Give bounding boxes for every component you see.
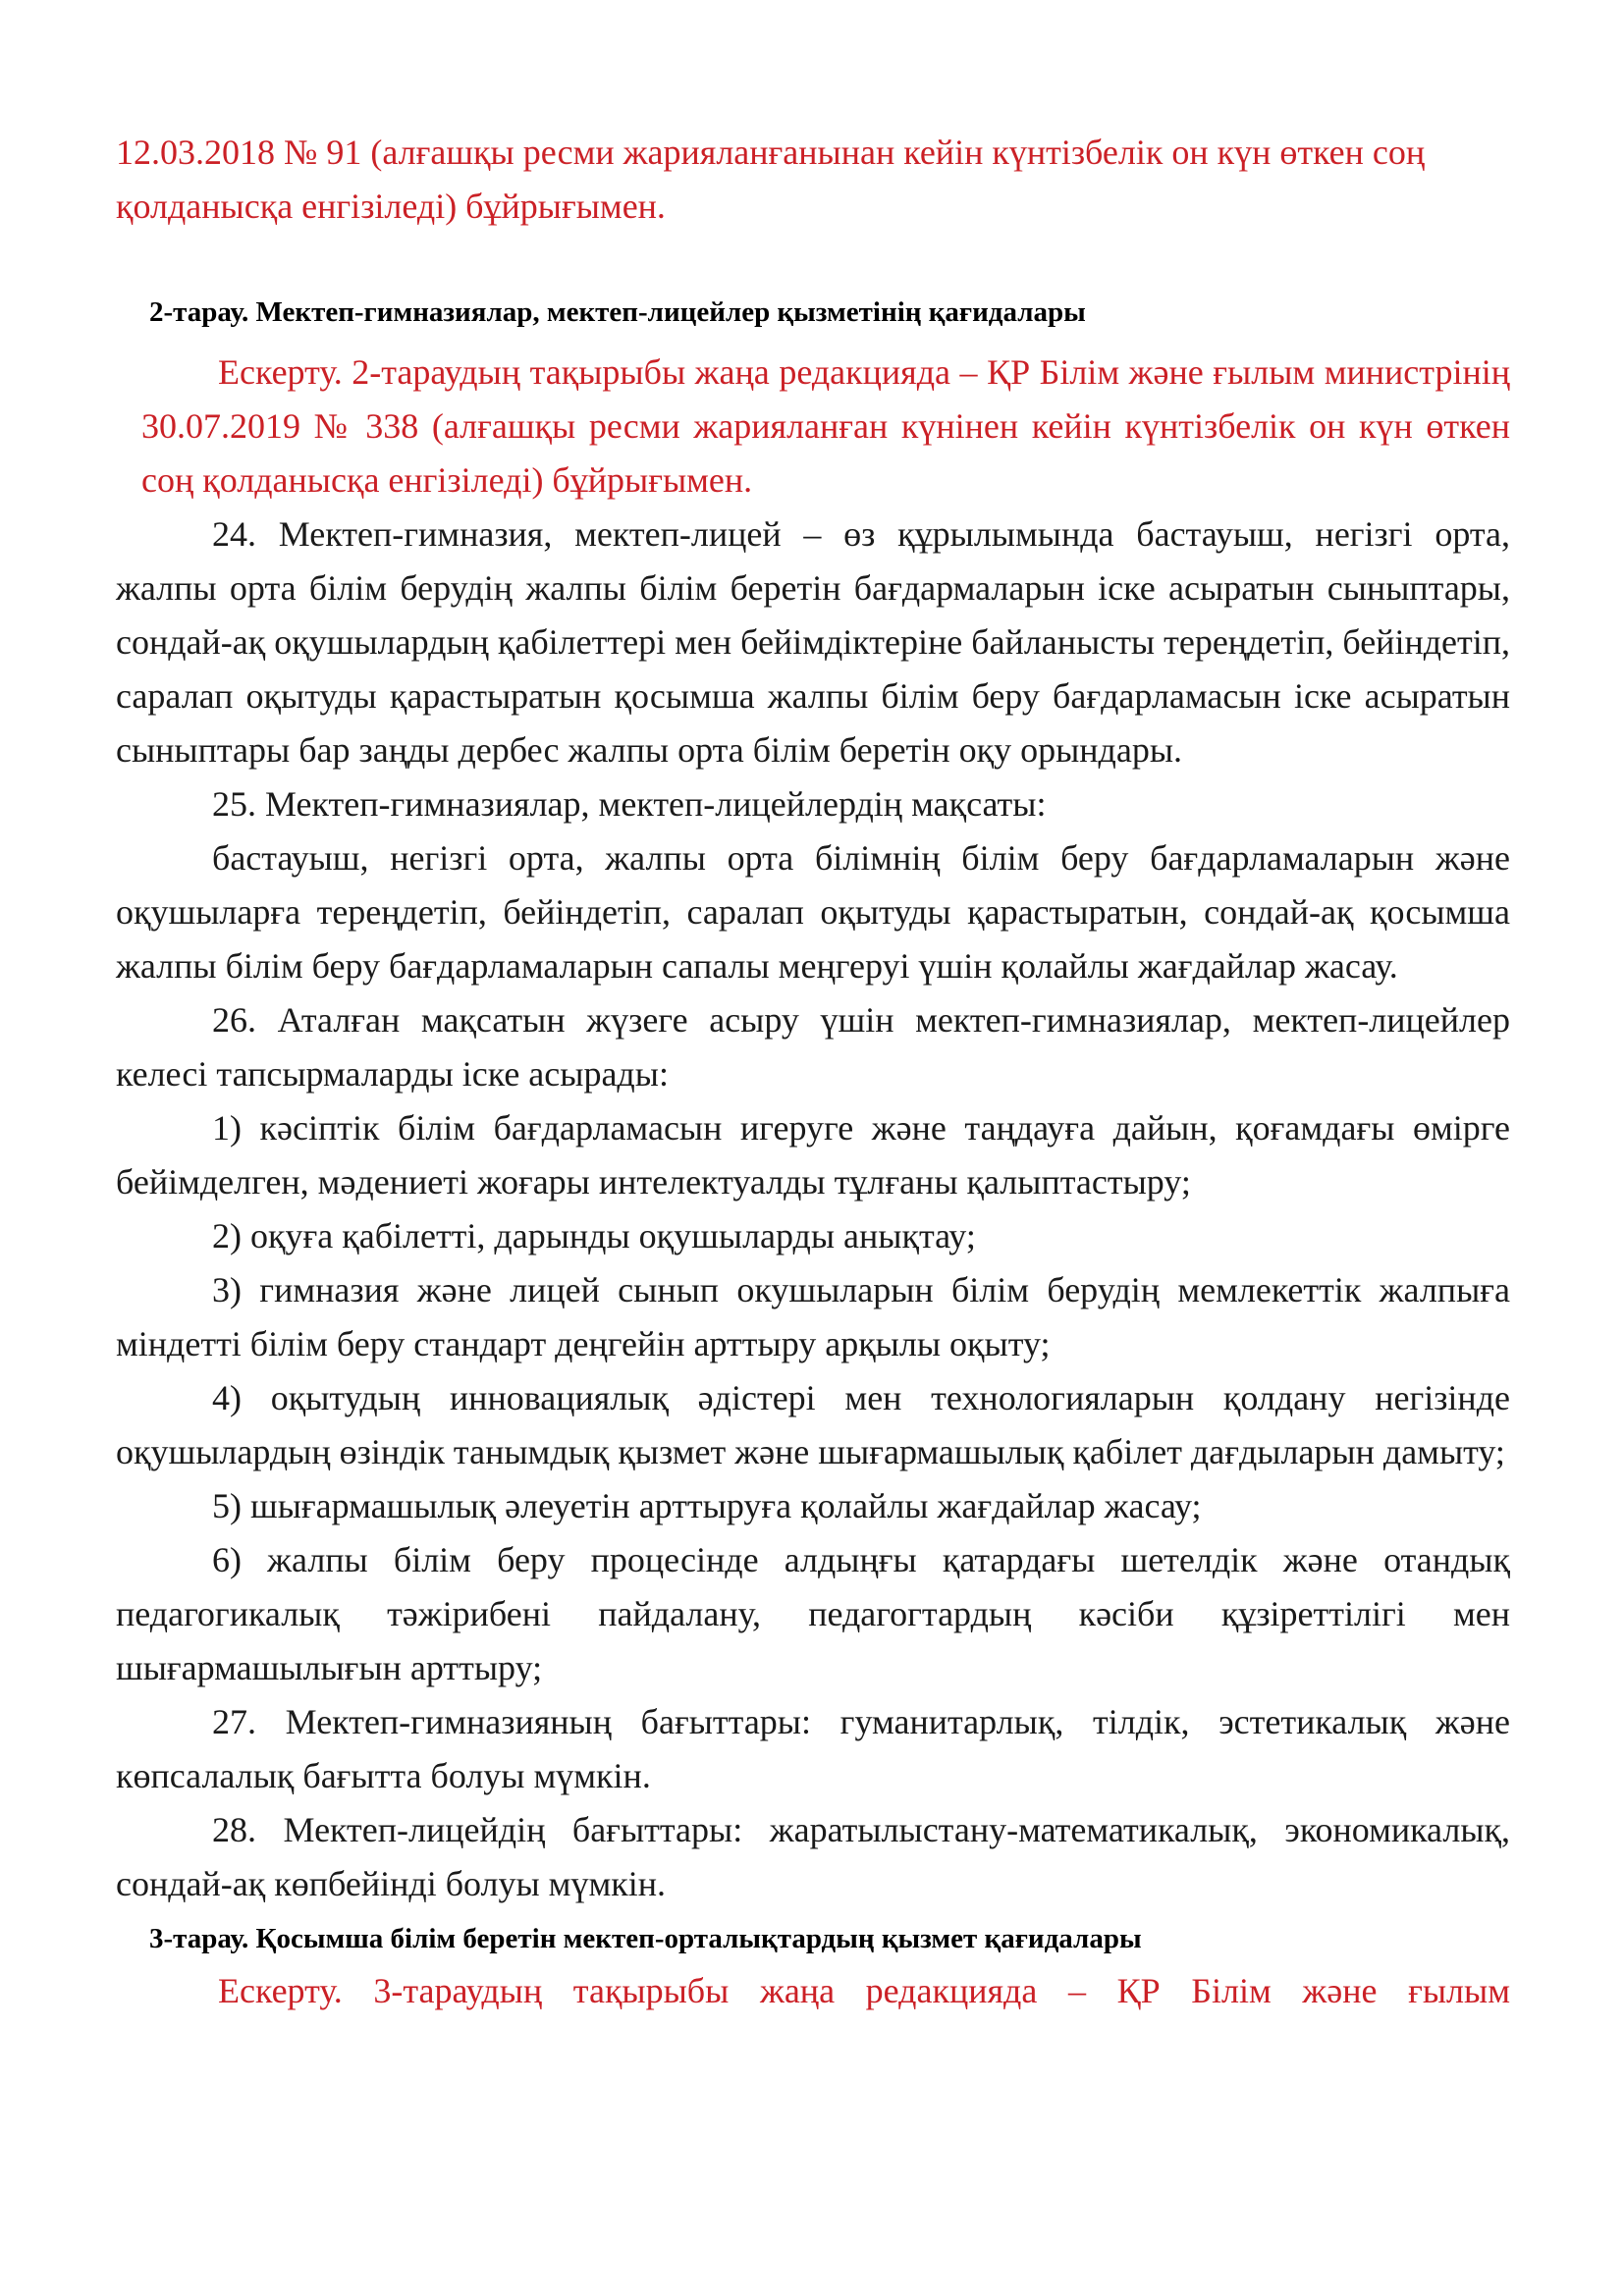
list-item-5: 5) шығармашылық әлеуетін арттыруға қолайлы жағдайлар жасау;	[212, 1486, 1202, 1525]
list-item-2: 2) оқуға қабілетті, дарынды оқушыларды анықтау;	[212, 1216, 976, 1255]
paragraph-25-text: бастауыш, негізгі орта, жалпы орта білімнің білім беру бағдарламаларын және оқушыларға тереңдетіп, бейіндетіп, саралап оқытуды қарастыратын, сондай-ақ қосымша жалпы білім беру бағдарламаларын сапалы меңгеруі үшін қолайлы жағдайлар жасау.	[116, 838, 1510, 986]
chapter-3-amendment-note: Ескерту. 3-тараудың тақырыбы жаңа редакцияда – ҚР Білім және ғылым	[218, 1971, 1510, 2010]
paragraph-26: 26. Аталған мақсатын жүзеге асыру үшін мектеп-гимназиялар, мектеп-лицейлер келесі тапсырмаларды іске асырады:	[116, 1000, 1510, 1094]
paragraph-28: 28. Мектеп-лицейдің бағыттары: жаратылыстану-математикалық, экономикалық, сондай-ақ көпбейінді болуы мүмкін.	[116, 1810, 1510, 1903]
list-item-1: 1) кәсіптік білім бағдарламасын игеруге және таңдауға дайын, қоғамдағы өмірге бейімделген, мәдениеті жоғары интелектуалды тұлғаны қалыптастыру;	[116, 1108, 1510, 1201]
list-item-6: 6) жалпы білім беру процесінде алдыңғы қатардағы шетелдік және отандық педагогикалық тәжірибені пайдалану, педагогтардың кәсіби құзіреттілігі мен шығармашылығын арттыру;	[116, 1540, 1510, 1687]
document-content	[116, 126, 1510, 2018]
list-item-4: 4) оқытудың инновациялық әдістері мен технологияларын қолдану негізінде оқушылардың өзіндік танымдық қызмет және шығармашылық қабілет дағдыларын дамыту;	[116, 1378, 1510, 1471]
amendment-intro-note: 12.03.2018 № 91 (алғашқы ресми жарияланғанынан кейін күнтізбелік он күн өткен соң қолданысқа енгізіледі) бұйрығымен.	[116, 133, 1426, 226]
chapter-2-amendment-note: Ескерту. 2-тараудың тақырыбы жаңа редакцияда – ҚР Білім және ғылым министрінің 30.07.2019 № 338 (алғашқы ресми жарияланған күнінен кейін күнтізбелік он күн өткен соң қолданысқа енгізіледі) бұйрығымен.	[141, 352, 1510, 500]
list-item-3: 3) гимназия және лицей сынып окушыларын білім берудің мемлекеттік жалпыға міндетті білім беру стандарт деңгейін арттыру арқылы оқыту;	[116, 1270, 1510, 1363]
chapter-2-heading: 2-тарау. Мектеп-гимназиялар, мектеп-лицейлер қызметінің қағидалары	[149, 296, 1086, 328]
paragraph-24: 24. Мектеп-гимназия, мектеп-лицей – өз құрылымында бастауыш, негізгі орта, жалпы орта білім берудің жалпы білім беретін бағдармаларын іске асыратын сыныптары, сондай-ақ оқушылардың қабілеттері мен бейімдіктеріне байланысты тереңдетіп, бейіндетіп, саралап оқытуды қарастыратын қосымша жалпы білім беру бағдарламасын іске асыратын сыныптары бар заңды дербес жалпы орта білім беретін оқу орындары.	[116, 514, 1511, 770]
paragraph-27: 27. Мектеп-гимназияның бағыттары: гуманитарлық, тілдік, эстетикалық және көпсалалық бағытта болуы мүмкін.	[116, 1702, 1510, 1795]
chapter-3-heading: 3-тарау. Қосымша білім беретін мектеп-орталықтардың қызмет қағидалары	[149, 1923, 1142, 1954]
paragraph-25: 25. Мектеп-гимназиялар, мектеп-лицейлердің мақсаты:	[212, 784, 1047, 824]
